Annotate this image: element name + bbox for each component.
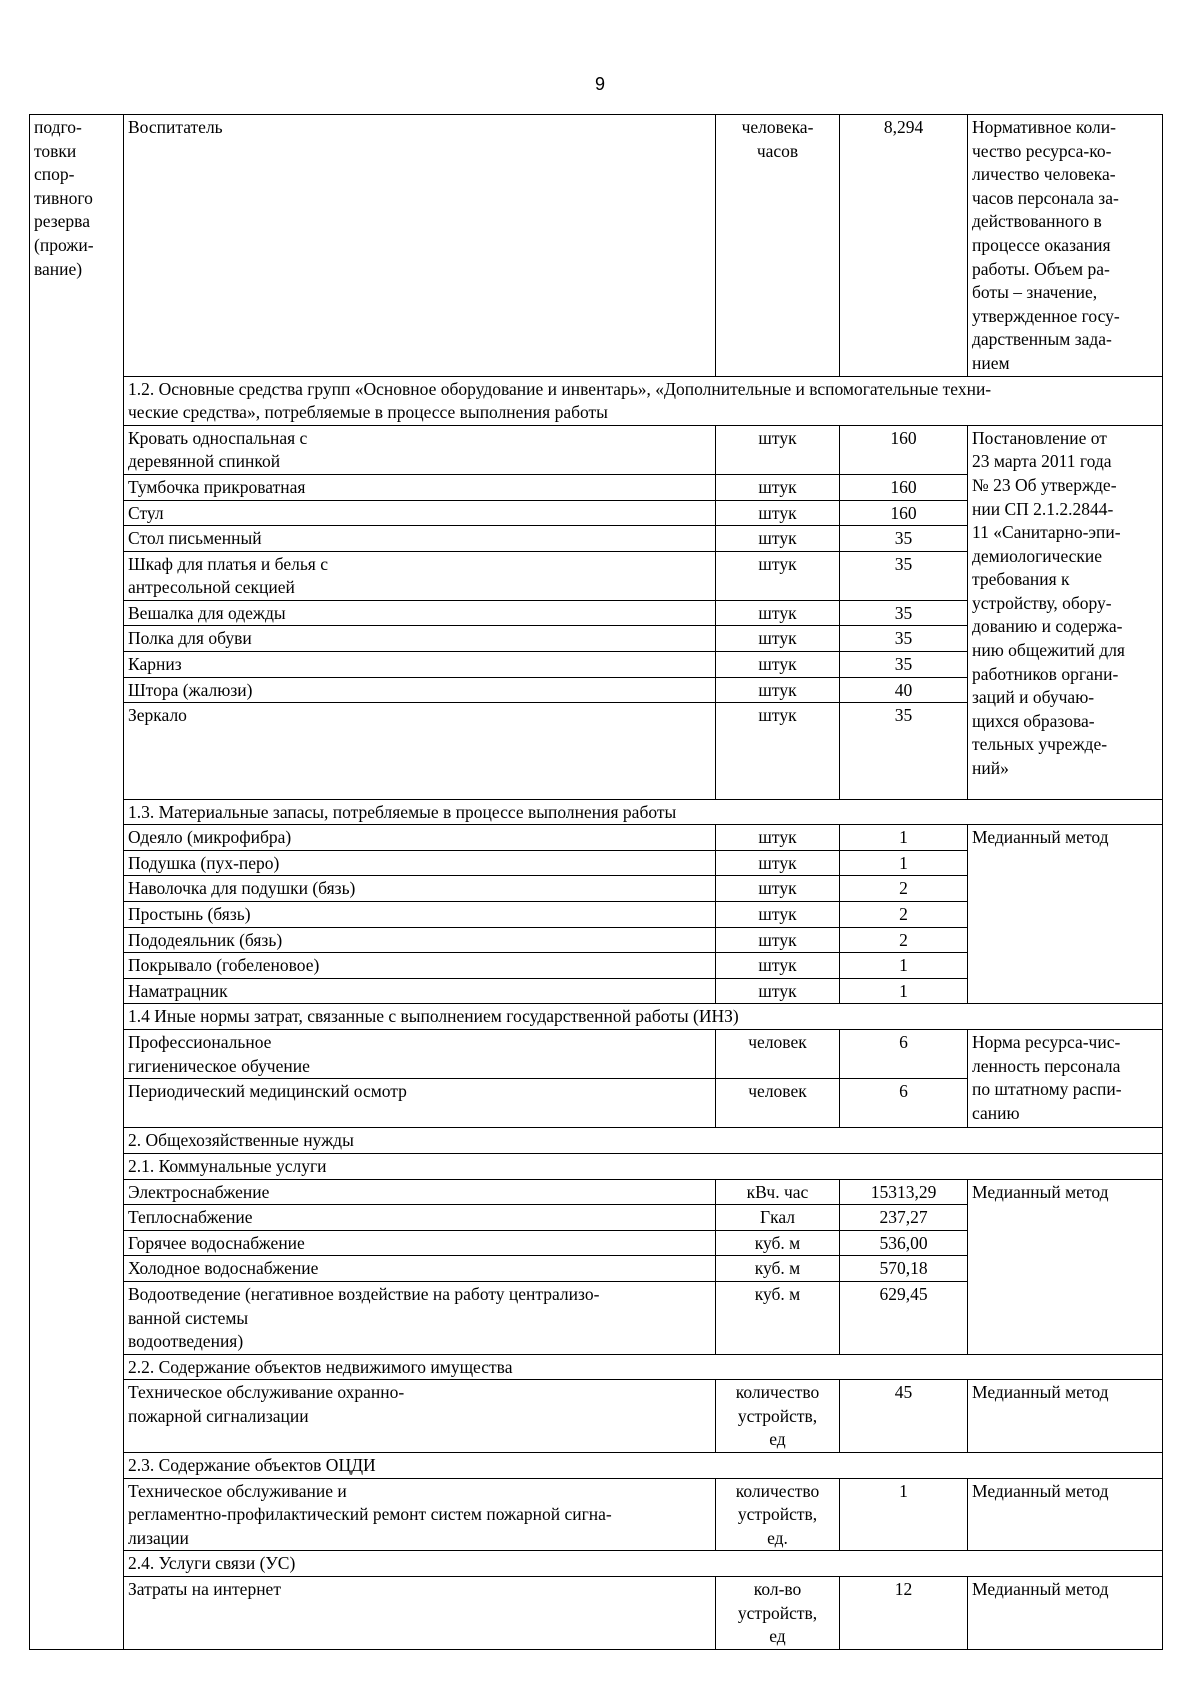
table-row [30, 825, 1163, 851]
item-value: 237,27 [840, 1205, 968, 1231]
table-section-row [30, 376, 1163, 425]
table-row [30, 1029, 1163, 1078]
item-value: 40 [840, 677, 968, 703]
item-value: 12 [840, 1577, 968, 1650]
justification-note: Норма ресурса-чис- ленность персонала по штатному распи- санию [968, 1029, 1163, 1127]
item-unit: куб. м [716, 1230, 840, 1256]
item-value: 45 [840, 1380, 968, 1453]
item-value: 1 [840, 953, 968, 979]
item-value: 35 [840, 652, 968, 678]
item-value: 1 [840, 1478, 968, 1551]
item-name: Одеяло (микрофибра) [124, 825, 716, 851]
item-unit: штук [716, 927, 840, 953]
item-value: 35 [840, 526, 968, 552]
item-unit: штук [716, 626, 840, 652]
table-row [30, 1577, 1163, 1650]
table-row [30, 1380, 1163, 1453]
item-value: 536,00 [840, 1230, 968, 1256]
item-unit: штук [716, 526, 840, 552]
item-unit: штук [716, 500, 840, 526]
item-unit: штук [716, 902, 840, 928]
section-label-cell: подго- товки спор- тивного резерва (прожи- вание) [30, 115, 124, 1650]
item-name: Тумбочка прикроватная [124, 474, 716, 500]
item-name: Подушка (пух-перо) [124, 850, 716, 876]
norms-table [29, 114, 1163, 1650]
item-name: Полка для обуви [124, 626, 716, 652]
item-unit: штук [716, 425, 840, 474]
item-name: Воспитатель [124, 115, 716, 377]
item-value: 1 [840, 850, 968, 876]
section-heading: 2. Общехозяйственные нужды [124, 1128, 1163, 1154]
table-section-row [30, 1153, 1163, 1179]
item-value: 6 [840, 1079, 968, 1128]
item-name: Наволочка для подушки (бязь) [124, 876, 716, 902]
item-name: Карниз [124, 652, 716, 678]
item-unit: человек [716, 1029, 840, 1078]
item-unit: штук [716, 978, 840, 1004]
section-heading: 2.2. Содержание объектов недвижимого имущества [124, 1354, 1163, 1380]
item-unit: штук [716, 825, 840, 851]
item-name: Стол письменный [124, 526, 716, 552]
table-section-row [30, 1128, 1163, 1154]
item-unit: куб. м [716, 1281, 840, 1354]
justification-note: Медианный метод [968, 1577, 1163, 1650]
section-heading: 1.3. Материальные запасы, потребляемые в процессе выполнения работы [124, 799, 1163, 825]
item-name: Стул [124, 500, 716, 526]
item-unit: кВч. час [716, 1179, 840, 1205]
table-section-row [30, 1354, 1163, 1380]
table-section-row [30, 1453, 1163, 1479]
item-name: Техническое обслуживание охранно- пожарной сигнализации [124, 1380, 716, 1453]
item-unit: штук [716, 953, 840, 979]
section-heading: 1.2. Основные средства групп «Основное оборудование и инвентарь», «Дополнительные и вспомогательные техни- ческие средства», потребляемые в процессе выполнения работы [124, 376, 1163, 425]
item-unit: количество устройств, ед. [716, 1478, 840, 1551]
item-unit: штук [716, 703, 840, 799]
item-value: 570,18 [840, 1256, 968, 1282]
item-value: 1 [840, 978, 968, 1004]
item-value: 1 [840, 825, 968, 851]
item-unit: штук [716, 474, 840, 500]
item-value: 35 [840, 600, 968, 626]
item-unit: Гкал [716, 1205, 840, 1231]
justification-note: Медианный метод [968, 1380, 1163, 1453]
item-value: 160 [840, 474, 968, 500]
section-heading: 1.4 Иные нормы затрат, связанные с выполнением государственной работы (ИНЗ) [124, 1004, 1163, 1030]
justification-note: Нормативное коли- чество ресурса-ко- личество человека- часов персонала за- действованного в процессе оказания работы. Объем ра- боты – значение, утвержденное госу- дарственным зада- нием [968, 115, 1163, 377]
item-unit: куб. м [716, 1256, 840, 1282]
item-value: 160 [840, 425, 968, 474]
item-value: 35 [840, 703, 968, 799]
table-row [30, 1478, 1163, 1551]
item-value: 35 [840, 551, 968, 600]
item-name: Покрывало (гобеленовое) [124, 953, 716, 979]
table-section-row [30, 1004, 1163, 1030]
item-name: Штора (жалюзи) [124, 677, 716, 703]
item-name: Профессиональное гигиеническое обучение [124, 1029, 716, 1078]
page-number: 9 [594, 74, 605, 94]
item-unit: штук [716, 876, 840, 902]
item-unit: штук [716, 652, 840, 678]
justification-note: Медианный метод [968, 1179, 1163, 1354]
item-unit: кол-во устройств, ед [716, 1577, 840, 1650]
item-unit: штук [716, 551, 840, 600]
item-value: 2 [840, 902, 968, 928]
table-row [30, 1179, 1163, 1205]
item-name: Теплоснабжение [124, 1205, 716, 1231]
justification-note: Медианный метод [968, 825, 1163, 1004]
item-value: 15313,29 [840, 1179, 968, 1205]
item-name: Простынь (бязь) [124, 902, 716, 928]
item-unit: человека- часов [716, 115, 840, 377]
table-section-row [30, 1551, 1163, 1577]
justification-note: Постановление от 23 марта 2011 года № 23 Об утвержде- нии СП 2.1.2.2844- 11 «Санитарно-эпи- демиологические требования к устройству, обору- дованию и содержа- нию общежитий для работников органи- заций и обучаю- щихся образова- тельных учрежде- ний» [968, 425, 1163, 799]
item-unit: штук [716, 600, 840, 626]
item-value: 6 [840, 1029, 968, 1078]
item-name: Водоотведение (негативное воздействие на работу централизо- ванной системы водоотведения) [124, 1281, 716, 1354]
item-value: 2 [840, 927, 968, 953]
section-heading: 2.1. Коммунальные услуги [124, 1153, 1163, 1179]
item-name: Горячее водоснабжение [124, 1230, 716, 1256]
item-unit: количество устройств, ед [716, 1380, 840, 1453]
item-name: Периодический медицинский осмотр [124, 1079, 716, 1128]
table-row [30, 115, 1163, 377]
norms-table-body [30, 115, 1163, 1650]
item-name: Техническое обслуживание и регламентно-профилактический ремонт систем пожарной сигна- лизации [124, 1478, 716, 1551]
item-name: Шкаф для платья и белья с антресольной секцией [124, 551, 716, 600]
item-name: Холодное водоснабжение [124, 1256, 716, 1282]
table-row [30, 425, 1163, 474]
item-value: 2 [840, 876, 968, 902]
item-value: 629,45 [840, 1281, 968, 1354]
item-value: 8,294 [840, 115, 968, 377]
item-value: 35 [840, 626, 968, 652]
table-section-row [30, 799, 1163, 825]
item-name: Пододеяльник (бязь) [124, 927, 716, 953]
item-name: Вешалка для одежды [124, 600, 716, 626]
item-value: 160 [840, 500, 968, 526]
item-unit: штук [716, 850, 840, 876]
item-name: Наматрацник [124, 978, 716, 1004]
item-unit: штук [716, 677, 840, 703]
item-name: Зеркало [124, 703, 716, 799]
section-heading: 2.4. Услуги связи (УС) [124, 1551, 1163, 1577]
section-heading: 2.3. Содержание объектов ОЦДИ [124, 1453, 1163, 1479]
item-unit: человек [716, 1079, 840, 1128]
item-name: Затраты на интернет [124, 1577, 716, 1650]
justification-note: Медианный метод [968, 1478, 1163, 1551]
item-name: Электроснабжение [124, 1179, 716, 1205]
item-name: Кровать односпальная с деревянной спинкой [124, 425, 716, 474]
